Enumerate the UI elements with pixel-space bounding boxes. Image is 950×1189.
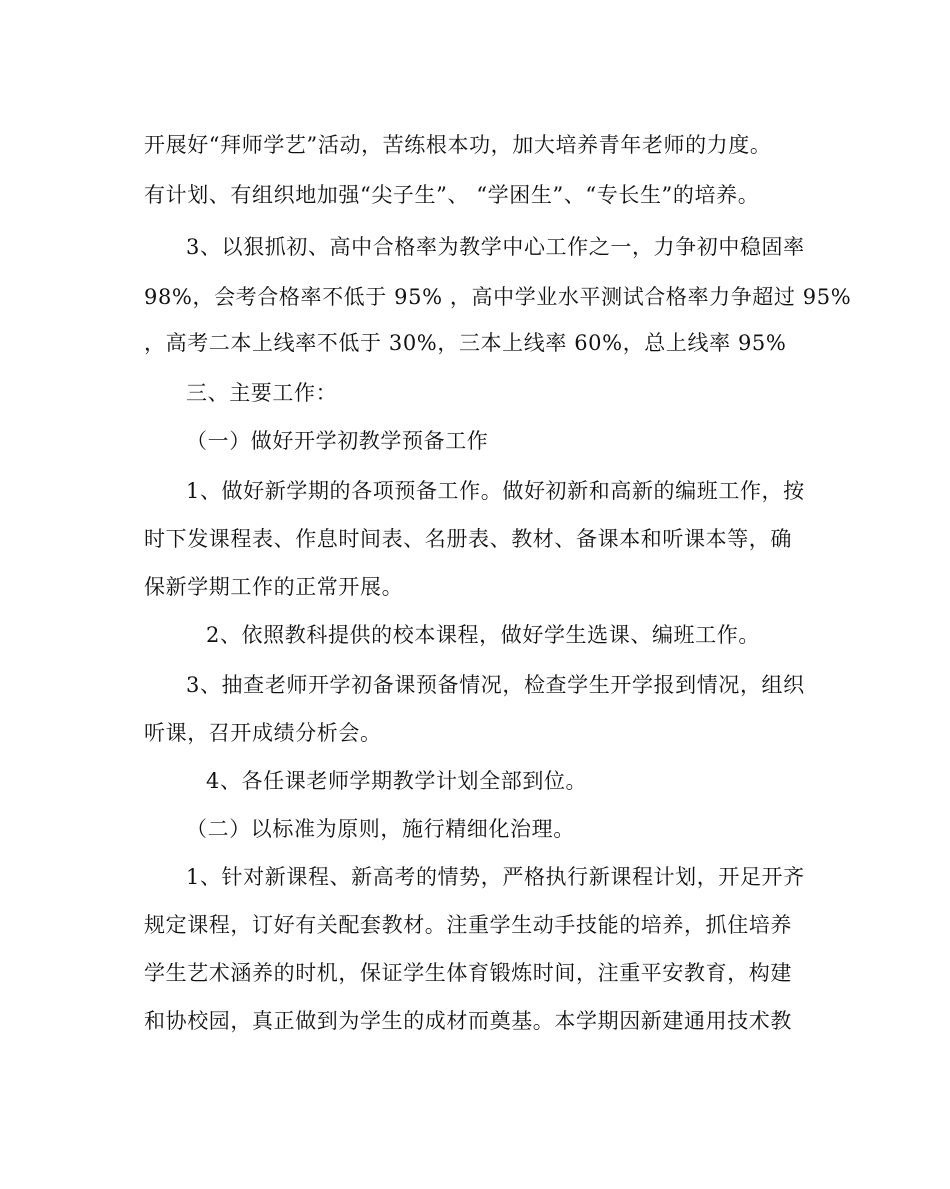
text-line: 听课，召开成绩分析会。 [144,721,382,745]
text-line: 开展好“拜师学艺”活动，苦练根本功，加大培养青年老师的力度。 [144,133,772,157]
section-heading: 三、主要工作： [186,381,338,405]
text-line: 时下发课程表、作息时间表、名册表、教材、备课本和听课本等，确 [144,527,792,551]
text-line: 保新学期工作的正常开展。 [144,575,404,599]
text-line: 学生艺术涵养的时机，保证学生体育锻炼时间，注重平安教育，构建 [144,961,792,985]
text-line: 3、以狠抓初、高中合格率为教学中心工作之一，力争初中稳固率 [186,235,805,259]
text-line: 4、各任课老师学期教学计划全部到位。 [206,769,588,793]
subsection-heading: （二）以标准为原则，施行精细化治理。 [186,817,575,841]
text-line: 1、做好新学期的各项预备工作。做好初新和高新的编班工作，按 [186,479,805,503]
text-line: 有计划、有组织地加强“尖子生”、 “学困生”、“专长生”的培养。 [144,183,760,207]
text-line: 3、抽查老师开学初备课预备情况，检查学生开学报到情况，组织 [186,673,805,697]
text-line: 2、依照教科提供的校本课程，做好学生选课、编班工作。 [206,623,760,647]
text-line: 和协校园，真正做到为学生的成材而奠基。本学期因新建通用技术教 [144,1009,792,1033]
subsection-heading: （一）做好开学初教学预备工作 [186,429,489,453]
text-line: ，高考二本上线率不低于 30%，三本上线率 60%，总上线率 95% [144,331,787,355]
text-line: 1、针对新课程、新高考的情势，严格执行新课程计划，开足开齐 [186,865,805,889]
text-line: 98%，会考合格率不低于 95% ，高中学业水平测试合格率力争超过 95% [144,285,852,309]
text-line: 规定课程，订好有关配套教材。注重学生动手技能的培养，抓住培养 [144,913,792,937]
